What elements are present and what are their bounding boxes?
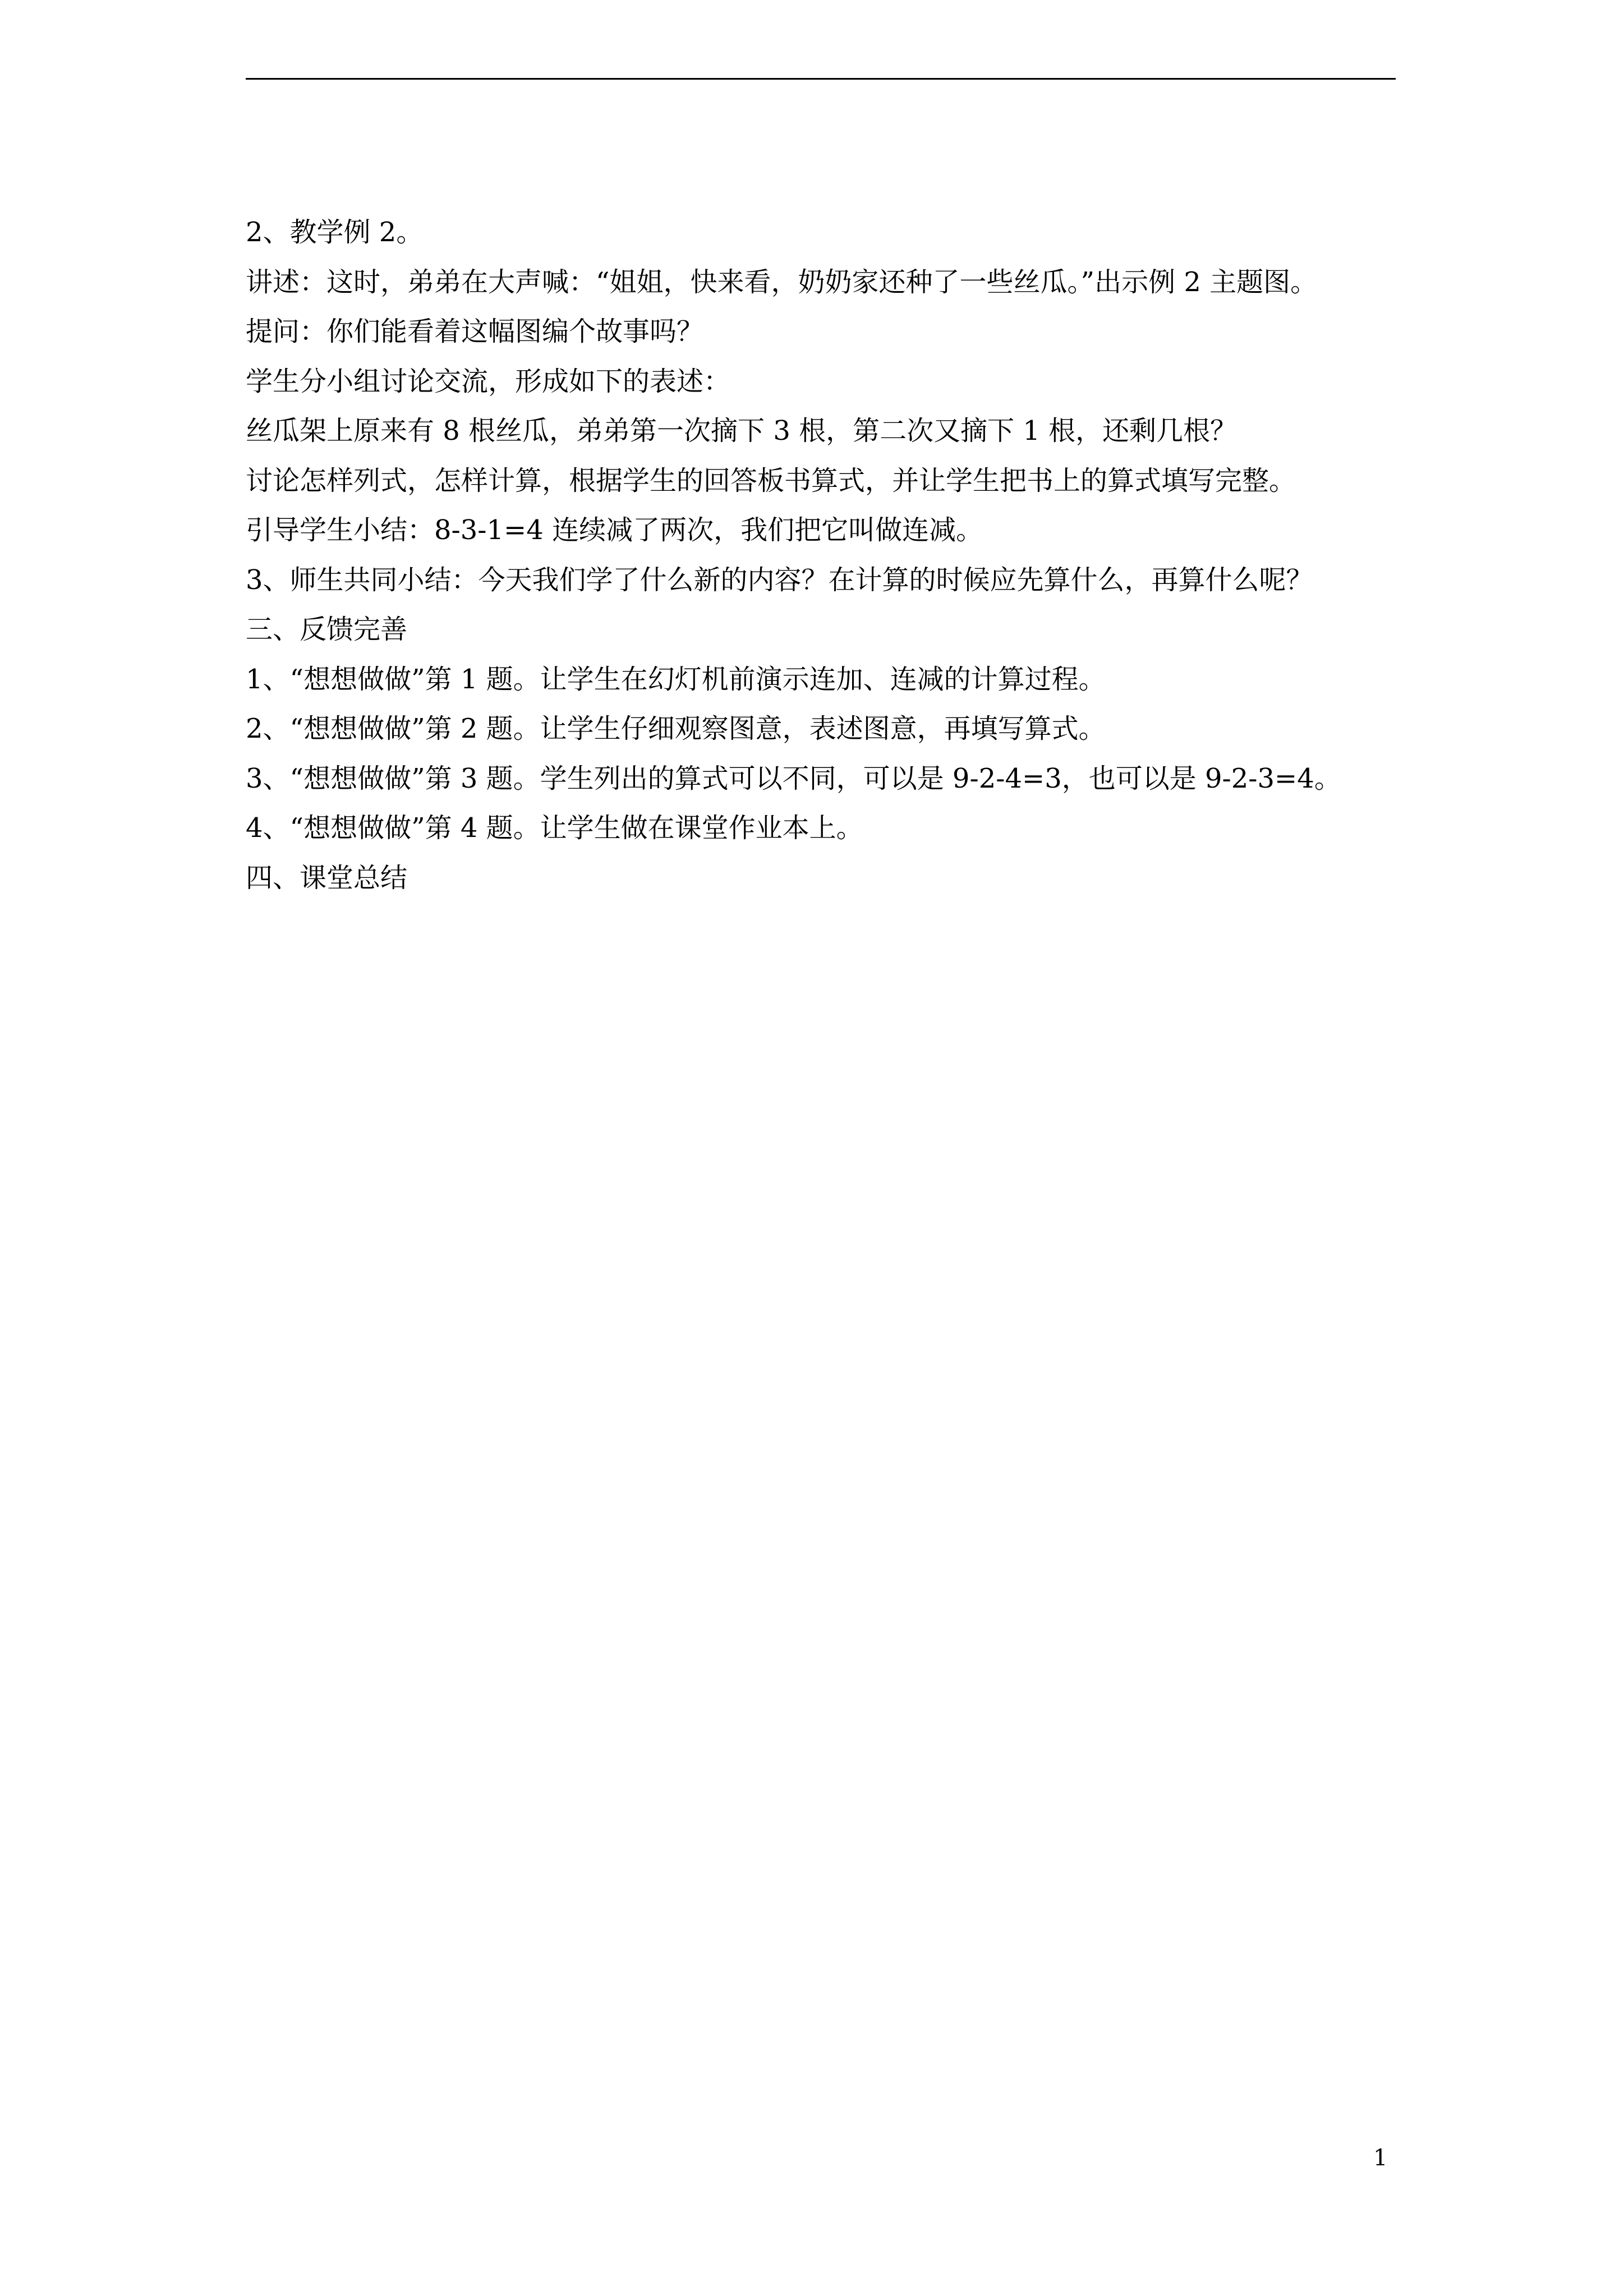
section-heading-feedback: 三、反馈完善 (246, 614, 408, 645)
line-exercise-2: 2、“想想做做”第 2 题。让学生仔细观察图意，表述图意，再填写算式。 (246, 713, 1106, 744)
line-summary-subtraction: 引导学生小结：8-3-1=4 连续减了两次，我们把它叫做连减。 (246, 514, 983, 546)
page-number: 1 (1373, 2145, 1388, 2171)
line-exercise-1: 1、“想想做做”第 1 题。让学生在幻灯机前演示连加、连减的计算过程。 (246, 663, 1106, 695)
header-rule (246, 78, 1396, 80)
line-loofah-problem: 丝瓜架上原来有 8 根丝瓜，弟弟第一次摘下 3 根，第二次又摘下 1 根，还剩几根？ (246, 415, 1237, 447)
section-heading-summary: 四、课堂总结 (246, 862, 408, 894)
document-body (246, 208, 1424, 903)
line-joint-summary: 3、师生共同小结：今天我们学了什么新的内容？在计算的时候应先算什么，再算什么呢？ (246, 564, 1313, 596)
line-example-2: 2、教学例 2。 (246, 217, 424, 248)
line-exercise-4: 4、“想想做做”第 4 题。让学生做在课堂作业本上。 (246, 812, 863, 844)
line-question: 提问：你们能看着这幅图编个故事吗？ (246, 316, 704, 347)
line-group-discussion: 学生分小组讨论交流，形成如下的表述： (246, 365, 731, 397)
line-exercise-3: 3、“想想做做”第 3 题。学生列出的算式可以不同，可以是 9-2-4=3，也可以是 9-2-3=4。 (246, 762, 1341, 794)
line-discuss-equation: 讨论怎样列式，怎样计算，根据学生的回答板书算式，并让学生把书上的算式填写完整。 (246, 464, 1296, 496)
line-narration: 讲述：这时，弟弟在大声喊：“姐姐，快来看，奶奶家还种了一些丝瓜。”出示例 2 主题图。 (246, 266, 1318, 298)
